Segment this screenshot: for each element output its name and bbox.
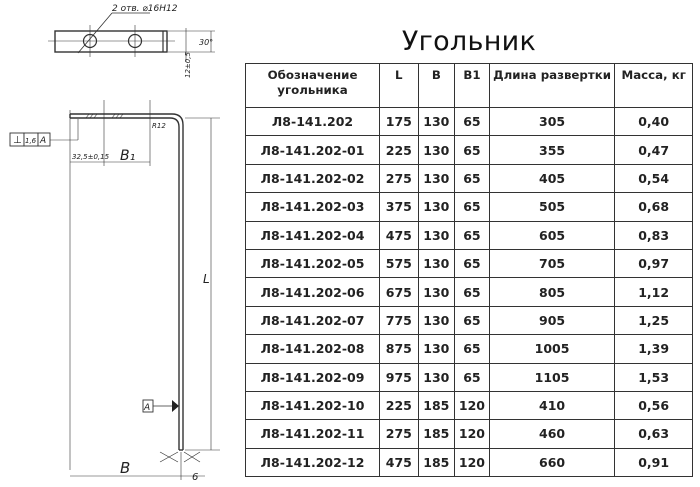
cell-b1: 65 [455,108,490,136]
cell-designation: Л8-141.202-08 [246,335,380,363]
header-l: L [380,64,418,108]
cell-b: 130 [418,363,455,391]
table-row [246,108,693,136]
cell-mass: 0,47 [615,136,693,164]
dim-b1: B₁ [120,148,136,164]
header-mass: Масса, кг [615,64,693,108]
table-header-row [246,64,693,108]
cell-length: 660 [489,448,615,476]
cell-b1: 65 [455,249,490,277]
cell-b: 130 [418,221,455,249]
cell-length: 605 [489,221,615,249]
cell-designation: Л8-141.202-07 [246,306,380,334]
cell-mass: 0,83 [615,221,693,249]
table-row [246,448,693,476]
radius-label: R12 [152,122,166,130]
header-b1: B1 [455,64,490,108]
table-row [246,306,693,334]
cell-b1: 65 [455,193,490,221]
cell-l: 575 [380,249,418,277]
table-row [246,193,693,221]
dim-30: 30° [199,38,214,47]
cell-b1: 65 [455,306,490,334]
cell-b1: 65 [455,136,490,164]
cell-b: 185 [418,448,455,476]
cell-length: 460 [489,420,615,448]
technical-drawing [0,0,240,487]
cell-l: 675 [380,278,418,306]
cell-b: 130 [418,249,455,277]
cell-mass: 1,53 [615,363,693,391]
cell-designation: Л8-141.202 [246,108,380,136]
cell-l: 375 [380,193,418,221]
cell-length: 705 [489,249,615,277]
table-row [246,420,693,448]
cell-designation: Л8-141.202-11 [246,420,380,448]
cell-b: 130 [418,335,455,363]
cell-length: 805 [489,278,615,306]
page-title: Угольник [401,26,537,57]
cell-b: 130 [418,278,455,306]
table-row [246,249,693,277]
dim-32: 32,5±0,15 [72,153,110,161]
cell-mass: 0,68 [615,193,693,221]
cell-b1: 65 [455,164,490,192]
dim-12: 12±0,5 [184,52,192,78]
cell-mass: 0,63 [615,420,693,448]
cell-b1: 120 [455,391,490,419]
table-row [246,363,693,391]
table-row [246,278,693,306]
cell-l: 175 [380,108,418,136]
cell-length: 905 [489,306,615,334]
cell-length: 305 [489,108,615,136]
cell-designation: Л8-141.202-02 [246,164,380,192]
cell-b1: 65 [455,335,490,363]
cell-length: 505 [489,193,615,221]
cell-l: 275 [380,420,418,448]
table-row [246,164,693,192]
cell-mass: 0,54 [615,164,693,192]
cell-designation: Л8-141.202-12 [246,448,380,476]
cell-length: 1005 [489,335,615,363]
table-row [246,335,693,363]
cell-b: 130 [418,164,455,192]
header-unfolded-length: Длина развертки [489,64,615,108]
tolerance-value: 1,6 [25,137,37,145]
cell-designation: Л8-141.202-10 [246,391,380,419]
cell-b1: 65 [455,221,490,249]
cell-l: 475 [380,221,418,249]
tolerance-symbol: ⊥ [13,135,22,146]
cell-length: 1105 [489,363,615,391]
header-b: B [418,64,455,108]
cell-mass: 0,40 [615,108,693,136]
table-row [246,221,693,249]
spec-table [245,63,693,477]
cell-l: 275 [380,164,418,192]
holes-note: 2 отв. ⌀16H12 [112,4,178,14]
cell-b: 130 [418,193,455,221]
cell-b: 130 [418,108,455,136]
weld-6: 6 [192,472,199,483]
dim-l: L [203,272,210,286]
dim-b: B [120,459,131,477]
cell-mass: 1,12 [615,278,693,306]
cell-l: 225 [380,391,418,419]
cell-l: 225 [380,136,418,164]
cell-designation: Л8-141.202-09 [246,363,380,391]
cell-b: 130 [418,306,455,334]
cell-b: 185 [418,391,455,419]
cell-mass: 1,39 [615,335,693,363]
cell-b1: 120 [455,420,490,448]
cell-mass: 0,56 [615,391,693,419]
cell-b: 130 [418,136,455,164]
cell-mass: 0,97 [615,249,693,277]
cell-l: 975 [380,363,418,391]
cell-designation: Л8-141.202-03 [246,193,380,221]
cell-b: 185 [418,420,455,448]
cell-designation: Л8-141.202-01 [246,136,380,164]
cell-length: 405 [489,164,615,192]
header-designation: Обозначение угольника [246,64,380,108]
cell-designation: Л8-141.202-06 [246,278,380,306]
cell-length: 355 [489,136,615,164]
cell-designation: Л8-141.202-04 [246,221,380,249]
table-row [246,136,693,164]
tolerance-datum: A [40,136,47,146]
datum-a: A [144,403,151,413]
cell-b1: 65 [455,278,490,306]
cell-l: 775 [380,306,418,334]
cell-b1: 120 [455,448,490,476]
cell-mass: 1,25 [615,306,693,334]
cell-mass: 0,91 [615,448,693,476]
cell-designation: Л8-141.202-05 [246,249,380,277]
cell-b1: 65 [455,363,490,391]
cell-l: 875 [380,335,418,363]
table-row [246,391,693,419]
cell-length: 410 [489,391,615,419]
cell-l: 475 [380,448,418,476]
